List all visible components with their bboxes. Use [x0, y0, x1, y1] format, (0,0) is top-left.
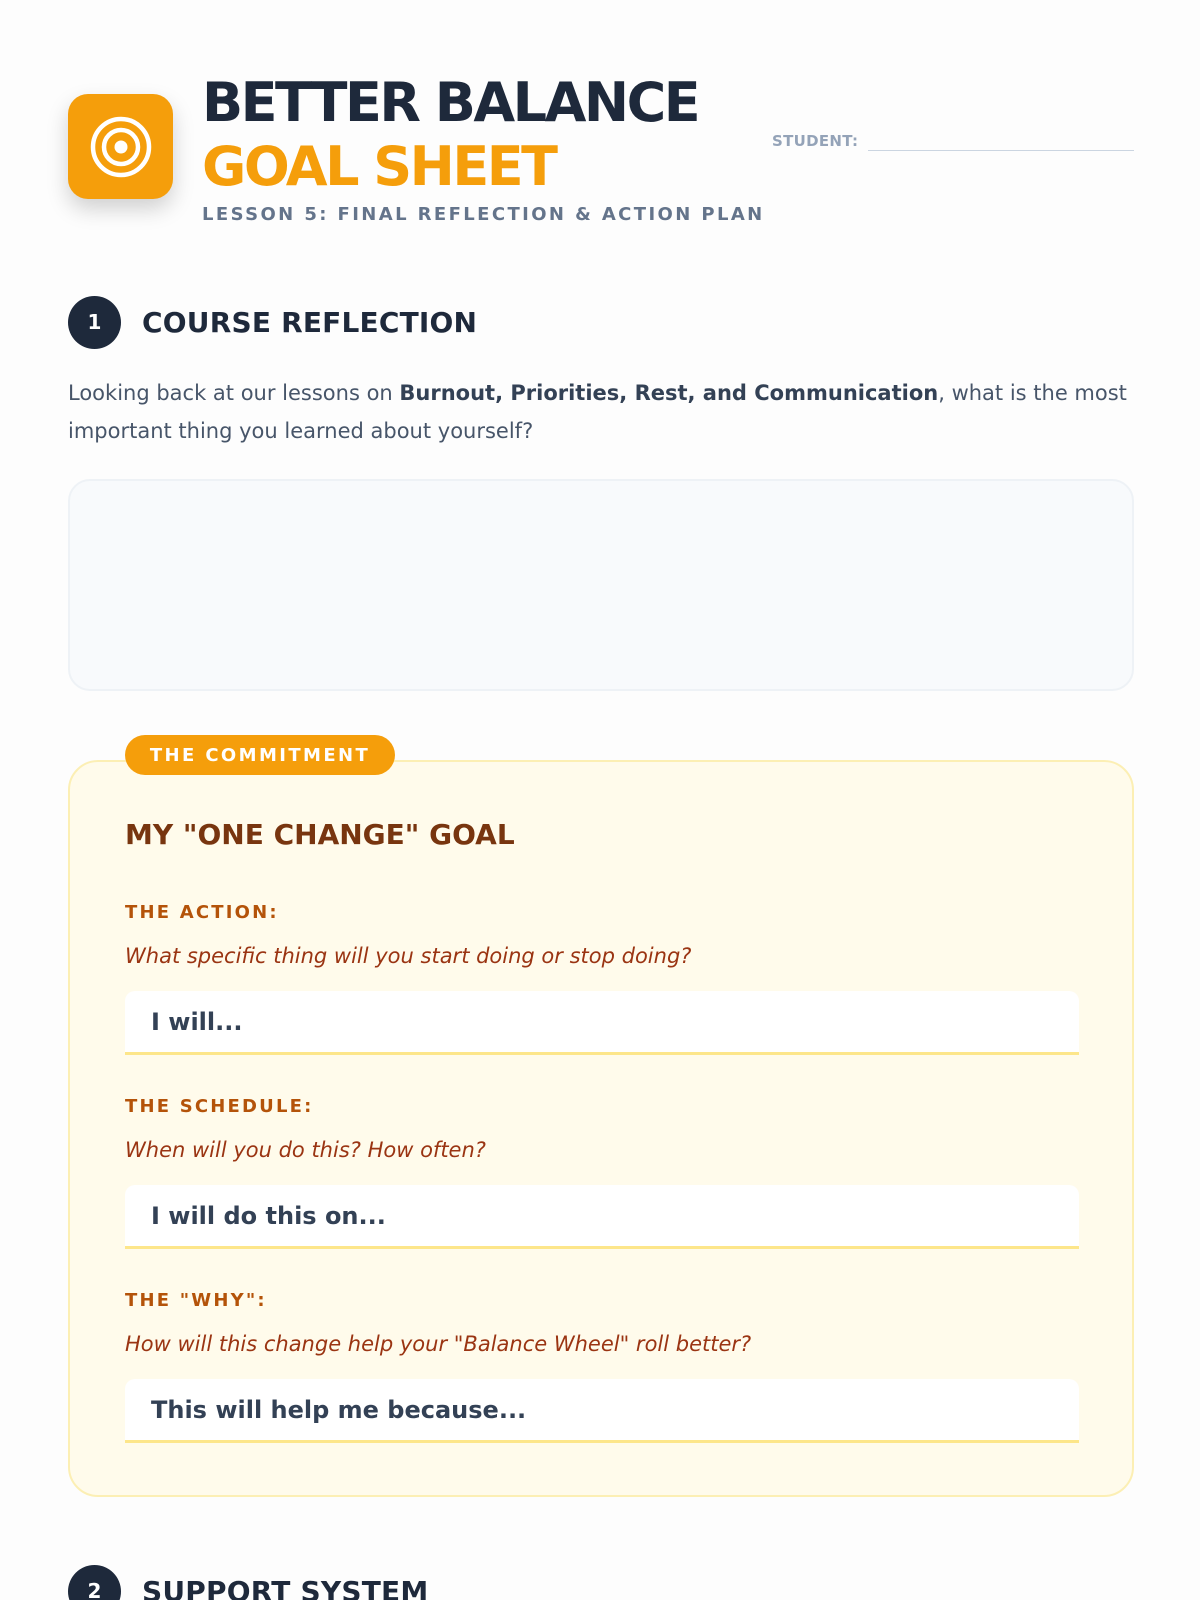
action-hint: What specific thing will you start doing or stop doing?	[125, 944, 692, 968]
section-number-badge: 2	[68, 1565, 121, 1600]
schedule-field	[125, 1096, 1079, 1249]
reflection-prompt	[68, 374, 1134, 450]
why-field	[125, 1290, 1079, 1443]
action-input[interactable]: I will...	[125, 991, 1079, 1055]
title-block	[202, 72, 765, 225]
page-header	[68, 72, 1134, 232]
logo-tile	[68, 94, 173, 199]
action-field	[125, 902, 1079, 1055]
student-field	[772, 130, 1134, 154]
goal-title: MY "ONE CHANGE" GOAL	[125, 818, 515, 851]
why-hint: How will this change help your "Balance Wheel" roll better?	[125, 1332, 752, 1356]
section-title: COURSE REFLECTION	[142, 305, 478, 339]
page-title: BETTER BALANCE	[202, 71, 699, 134]
page-title-accent: GOAL SHEET	[202, 135, 556, 198]
section-1-heading	[68, 295, 477, 349]
commitment-pill: THE COMMITMENT	[125, 735, 395, 775]
section-number-badge: 1	[68, 296, 121, 349]
section-2-heading	[68, 1564, 428, 1600]
student-name-line[interactable]	[868, 150, 1134, 151]
schedule-input[interactable]: I will do this on...	[125, 1185, 1079, 1249]
section-title: SUPPORT SYSTEM	[142, 1574, 429, 1600]
target-icon	[89, 115, 153, 179]
student-label: STUDENT:	[772, 132, 859, 150]
action-label: THE ACTION:	[125, 902, 279, 923]
prompt-lessons: Burnout, Priorities, Rest, and Communication	[399, 381, 939, 405]
why-input[interactable]: This will help me because...	[125, 1379, 1079, 1443]
schedule-label: THE SCHEDULE:	[125, 1096, 314, 1117]
schedule-hint: When will you do this? How often?	[125, 1138, 486, 1162]
prompt-text-start: Looking back at our lessons on	[68, 381, 400, 405]
lesson-subtitle: LESSON 5: FINAL REFLECTION & ACTION PLAN	[202, 204, 765, 225]
why-label: THE "WHY":	[125, 1290, 267, 1311]
prompt-text-end: , what is the most important thing you learned about yourself?	[68, 381, 1127, 443]
reflection-answer-box[interactable]	[68, 479, 1134, 691]
